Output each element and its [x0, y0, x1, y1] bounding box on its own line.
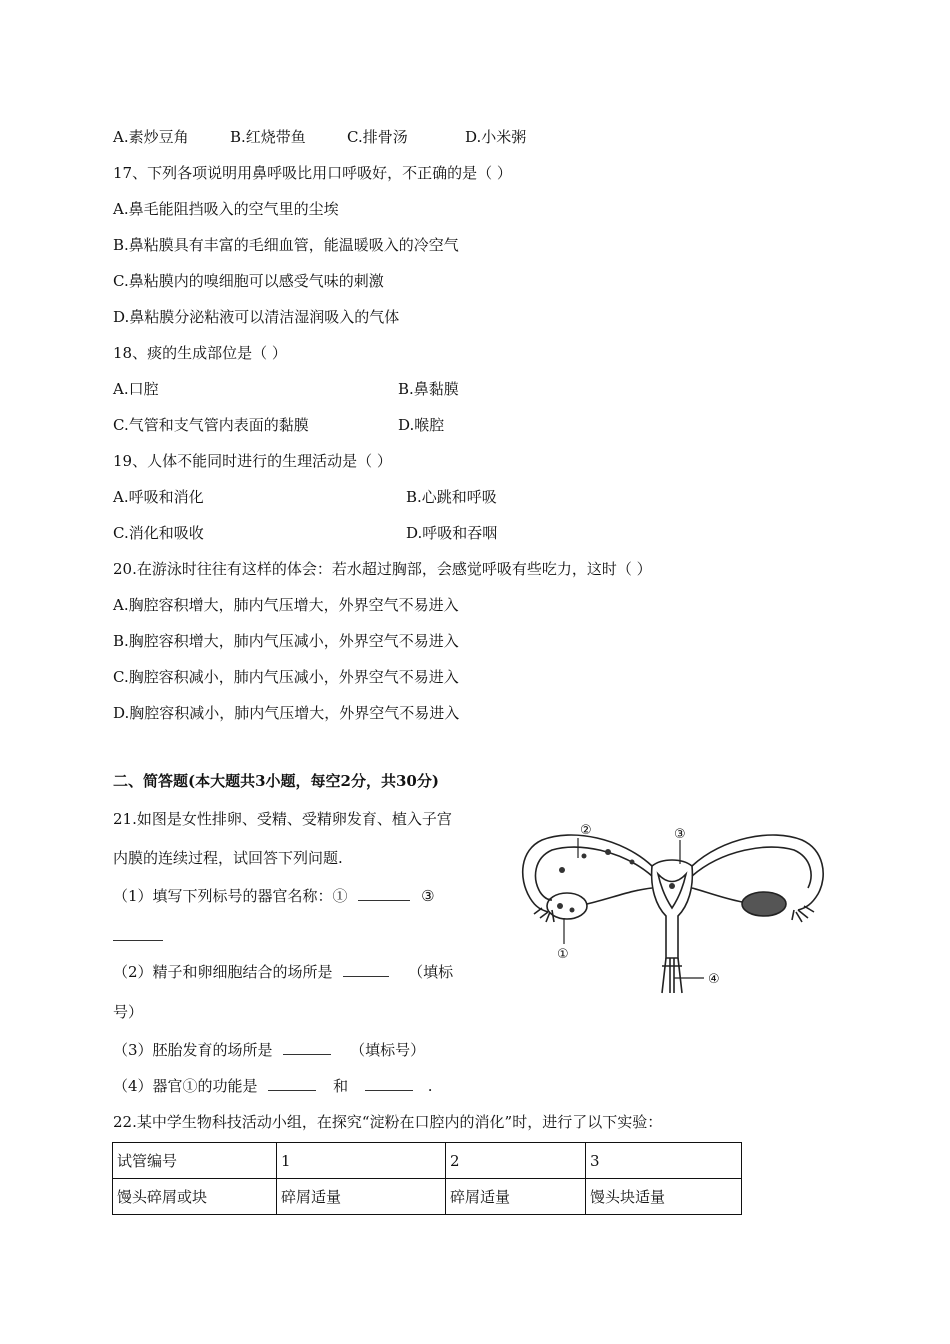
- q17-stem: 17、下列各项说明用鼻呼吸比用口呼吸好，不正确的是（ ）: [113, 164, 512, 182]
- q20-option-d: D.胸腔容积减小，肺内气压增大，外界空气不易进入: [113, 704, 460, 722]
- table-cell: 馒头碎屑或块: [113, 1179, 277, 1215]
- q16-option-c: C.排骨汤: [347, 128, 408, 146]
- q21-part4: [113, 1076, 432, 1096]
- q19-option-d: D.呼吸和吞咽: [406, 524, 498, 542]
- q21-part2-continuation: 号）: [113, 1003, 144, 1021]
- q21-part2-tail: （填标: [408, 963, 454, 981]
- q21-part3-text: （3）胚胎发育的场所是: [113, 1041, 273, 1059]
- q17-option-d: D.鼻粘膜分泌粘液可以清洁湿润吸入的气体: [113, 308, 400, 326]
- table-cell: 碎屑适量: [446, 1179, 586, 1215]
- q21-part3: [113, 1040, 425, 1060]
- q20-option-c: C.胸腔容积减小，肺内气压减小，外界空气不易进入: [113, 668, 459, 686]
- q18-option-b: B.鼻黏膜: [398, 380, 459, 398]
- diagram-label-1: ①: [557, 947, 569, 962]
- q21-part1-mid: ③: [421, 887, 435, 905]
- table-cell: 馒头块适量: [586, 1179, 742, 1215]
- experiment-table: [112, 1142, 742, 1215]
- q21-intro-line1: 21.如图是女性排卵、受精、受精卵发育、植入子宫: [113, 810, 452, 828]
- q21-blank-fertilization[interactable]: [343, 962, 389, 977]
- q18-option-c: C.气管和支气管内表面的黏膜: [113, 416, 309, 434]
- q20-stem: 20.在游泳时往往有这样的体会：若水超过胸部，会感觉呼吸有些吃力，这时（ ）: [113, 560, 652, 578]
- q21-part2-text: （2）精子和卵细胞结合的场所是: [113, 963, 333, 981]
- q21-blank-organ3[interactable]: [113, 926, 163, 941]
- q21-blank-embryo[interactable]: [283, 1040, 331, 1055]
- q16-option-d: D.小米粥: [465, 128, 527, 146]
- q21-part1: [113, 886, 435, 906]
- q21-part4-and: 和: [333, 1077, 349, 1095]
- table-cell: 2: [446, 1143, 586, 1179]
- q21-part3-tail: （填标号）: [350, 1041, 426, 1059]
- reproductive-system-diagram: [512, 818, 832, 998]
- table-cell: 碎屑适量: [277, 1179, 446, 1215]
- q20-option-a: A.胸腔容积增大，肺内气压增大，外界空气不易进入: [113, 596, 459, 614]
- q16-option-a: A.素炒豆角: [113, 128, 189, 146]
- q21-blank-function1[interactable]: [268, 1076, 316, 1091]
- q17-option-a: A.鼻毛能阻挡吸入的空气里的尘埃: [113, 200, 339, 218]
- q19-option-c: C.消化和吸收: [113, 524, 204, 542]
- q18-stem: 18、痰的生成部位是（ ）: [113, 344, 287, 362]
- q19-option-a: A.呼吸和消化: [113, 488, 204, 506]
- table-row: [113, 1143, 742, 1179]
- q19-stem: 19、人体不能同时进行的生理活动是（ ）: [113, 452, 392, 470]
- q22-stem: 22.某中学生物科技活动小组，在探究“淀粉在口腔内的消化”时，进行了以下实验：: [113, 1113, 663, 1131]
- q18-option-d: D.喉腔: [398, 416, 445, 434]
- q16-option-b: B.红烧带鱼: [230, 128, 306, 146]
- table-cell: 3: [586, 1143, 742, 1179]
- q21-part4-text: （4）器官①的功能是: [113, 1077, 258, 1095]
- q21-part4-end: .: [427, 1077, 433, 1095]
- diagram-label-3: ③: [674, 827, 686, 842]
- q18-option-a: A.口腔: [113, 380, 159, 398]
- table-cell: 试管编号: [113, 1143, 277, 1179]
- table-row: [113, 1179, 742, 1215]
- section-heading: 二、简答题(本大题共3小题，每空2分，共30分): [113, 772, 439, 790]
- q21-part1-continuation: [113, 926, 163, 946]
- diagram-label-4: ④: [708, 972, 720, 987]
- q21-part1-text: （1）填写下列标号的器官名称：①: [113, 887, 348, 905]
- q21-part2: [113, 962, 453, 982]
- q17-option-c: C.鼻粘膜内的嗅细胞可以感受气味的刺激: [113, 272, 384, 290]
- diagram-label-2: ②: [580, 823, 592, 838]
- q20-option-b: B.胸腔容积增大，肺内气压减小，外界空气不易进入: [113, 632, 459, 650]
- q19-option-b: B.心跳和呼吸: [406, 488, 497, 506]
- q21-intro-line2: 内膜的连续过程，试回答下列问题.: [113, 849, 343, 867]
- q21-blank-function2[interactable]: [365, 1076, 413, 1091]
- table-cell: 1: [277, 1143, 446, 1179]
- q17-option-b: B.鼻粘膜具有丰富的毛细血管，能温暖吸入的冷空气: [113, 236, 459, 254]
- q21-blank-organ1[interactable]: [358, 886, 410, 901]
